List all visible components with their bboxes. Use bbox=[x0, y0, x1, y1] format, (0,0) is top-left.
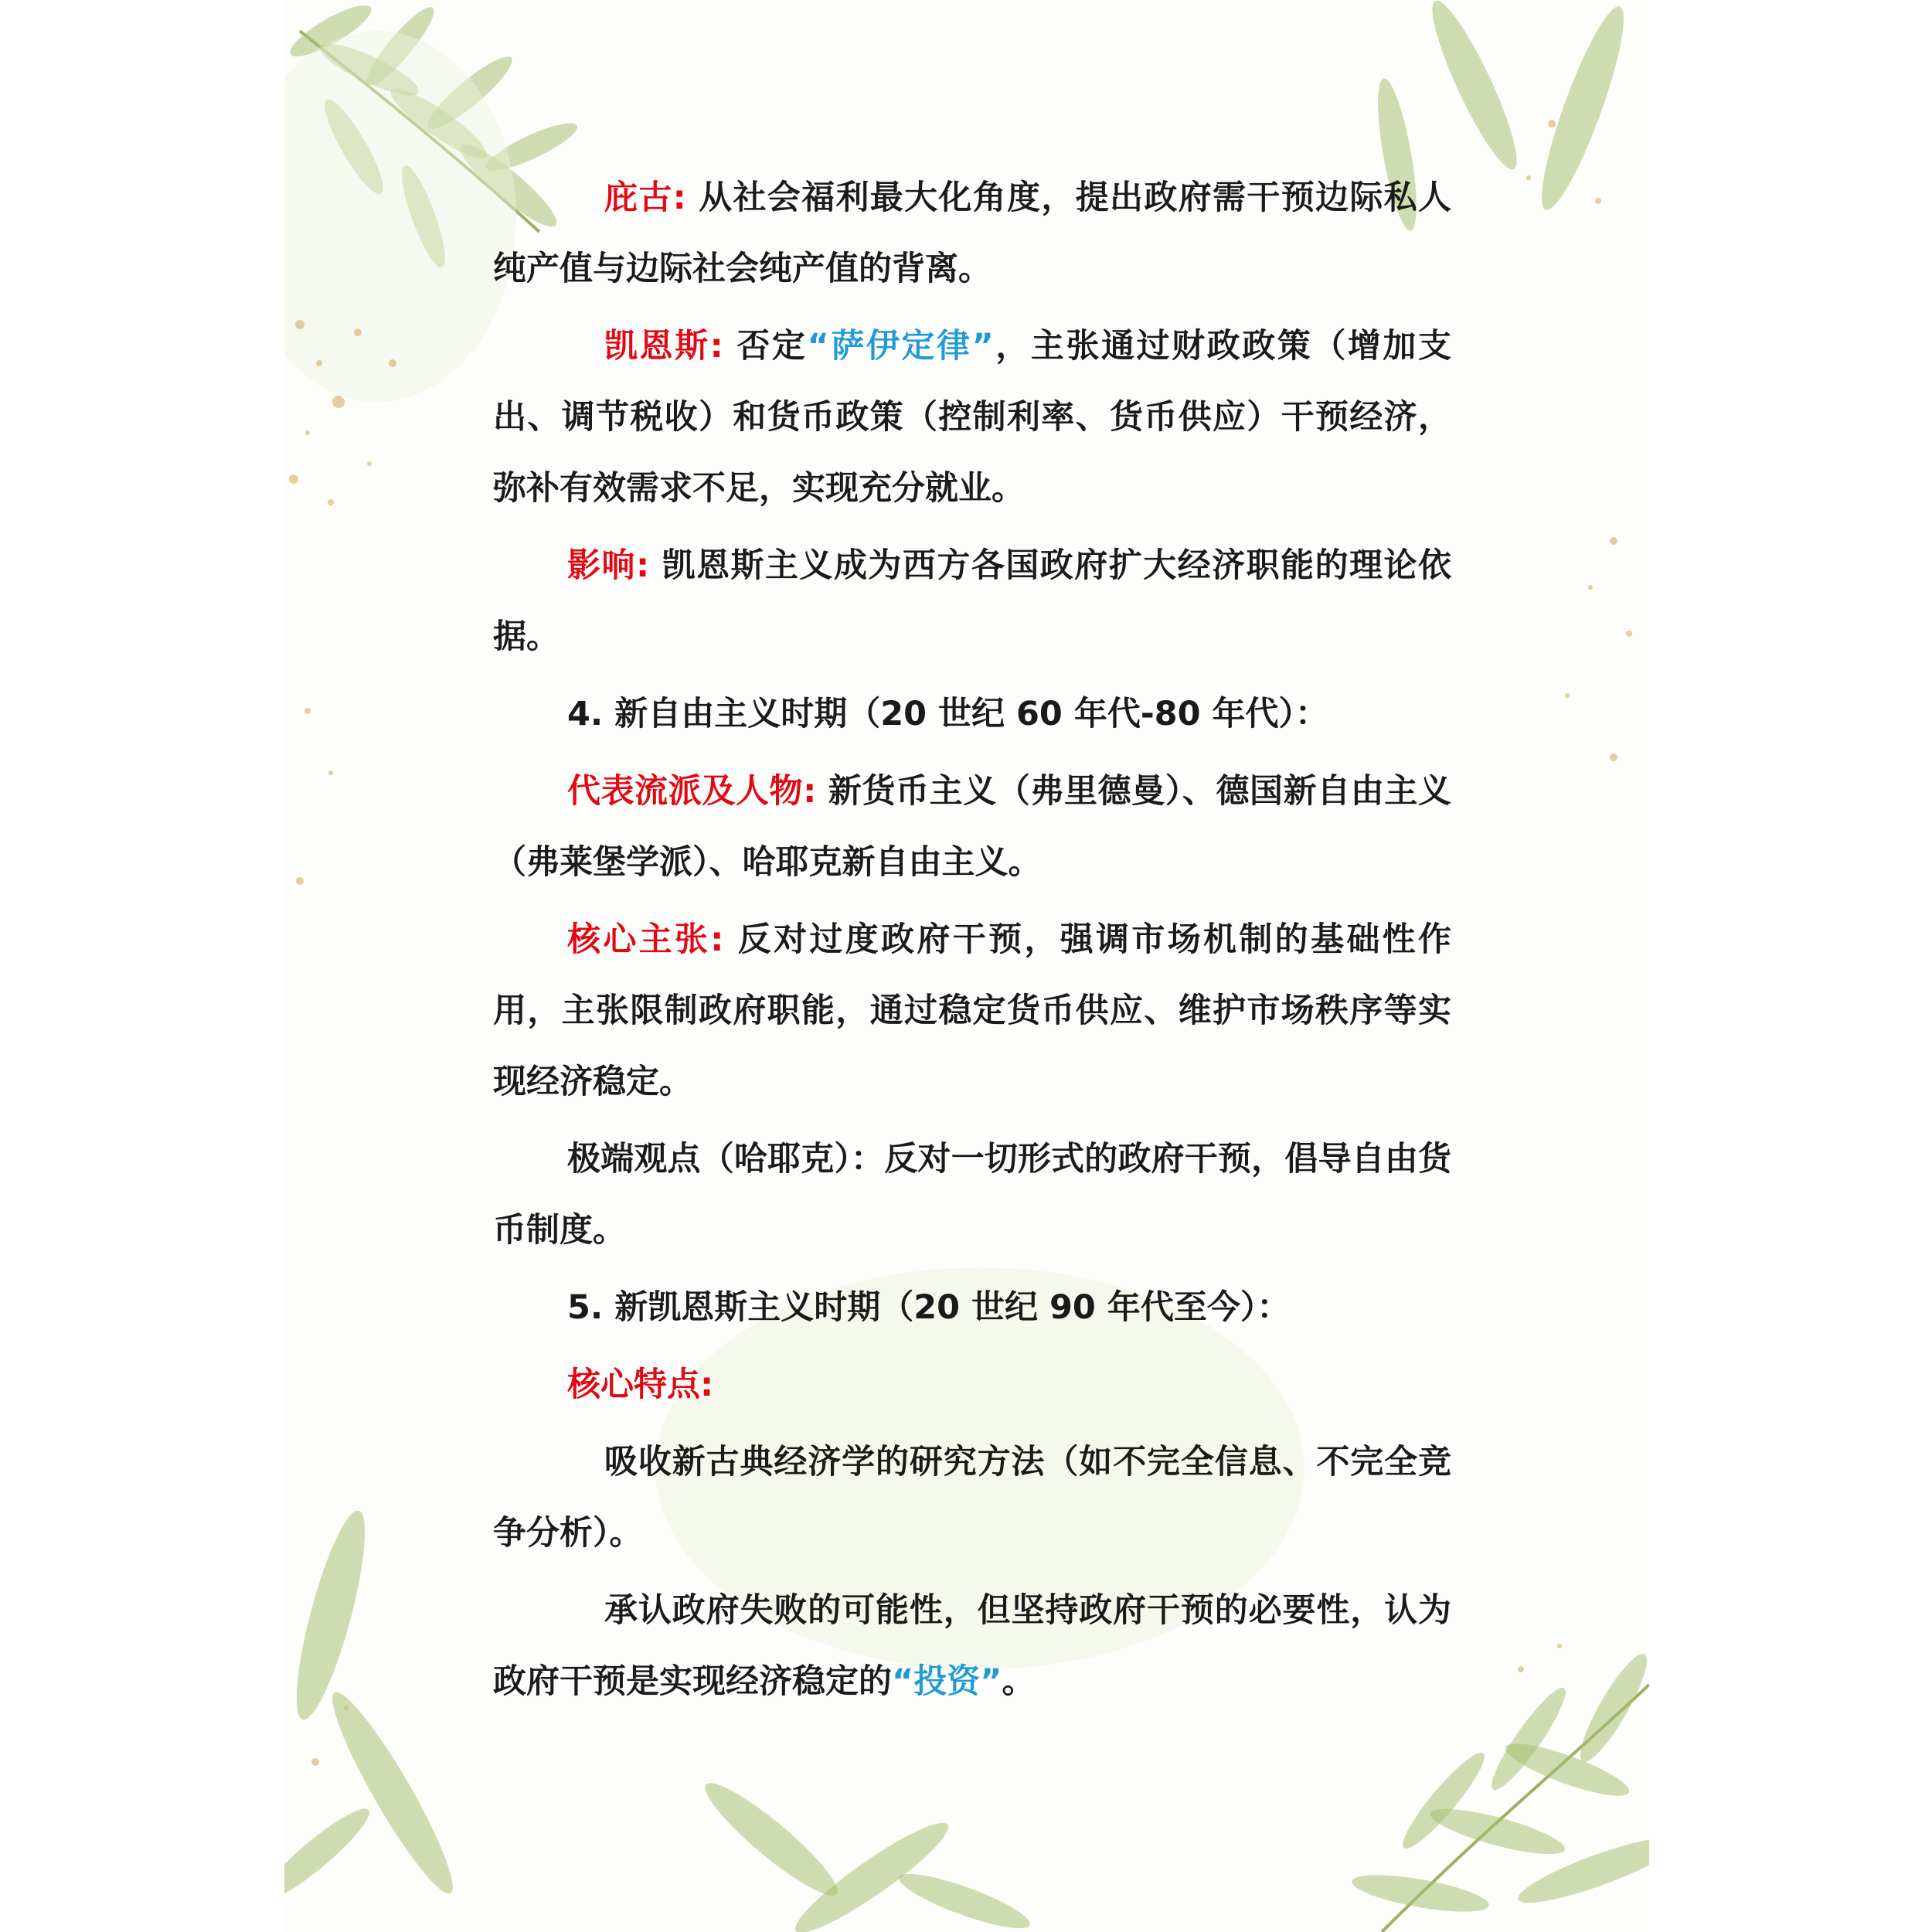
paragraph-pigou bbox=[493, 162, 1451, 304]
label-core-claims: 核心主张: bbox=[567, 920, 724, 959]
body-text bbox=[493, 162, 1451, 1723]
paragraph-core-features bbox=[493, 1349, 1451, 1420]
text-pigou: 从社会福利最大化角度，提出政府需干预边际私人纯产值与边际社会纯产值的背离。 bbox=[493, 179, 1451, 288]
label-pigou: 庇古: bbox=[604, 179, 686, 217]
document-page bbox=[284, 0, 1649, 1932]
text-keynes-post: ，主张通过财政政策（增加支出、调节税收）和货币政策（控制利率、货币供应）干预经济，弥补有效需求不足，实现充分就业。 bbox=[493, 327, 1451, 508]
paragraph-methods: 吸收新古典经济学的研究方法（如不完全信息、不完全竞争分析）。 bbox=[493, 1443, 1451, 1553]
text-core-claims: 反对过度政府干预，强调市场机制的基础性作用，主张限制政府职能，通过稳定货币供应、维护市场秩序等实现经济稳定。 bbox=[493, 920, 1451, 1101]
heading-new-keynesian: 5. 新凯恩斯主义时期（20 世纪 90 年代至今）： bbox=[567, 1288, 1291, 1327]
paragraph-influence bbox=[493, 530, 1451, 672]
highlight-says-law: “萨伊定律” bbox=[807, 327, 994, 366]
paragraph-government-failure bbox=[493, 1575, 1451, 1717]
paragraph-extreme-view: 极端观点（哈耶克）：反对一切形式的政府干预，倡导自由货币制度。 bbox=[493, 1140, 1451, 1250]
paragraph-schools bbox=[493, 756, 1451, 898]
heading-neoliberalism: 4. 新自由主义时期（20 世纪 60 年代-80 年代）： bbox=[567, 695, 1328, 733]
highlight-investment: “投资” bbox=[892, 1662, 1002, 1701]
paragraph-keynes bbox=[493, 311, 1451, 524]
text-government-failure-pre: 承认政府失败的可能性，但坚持政府干预的必要性，认为政府干预是实现经济稳定的 bbox=[493, 1591, 1451, 1701]
paragraph-core-claims bbox=[493, 904, 1451, 1117]
text-influence: 凯恩斯主义成为西方各国政府扩大经济职能的理论依据。 bbox=[493, 546, 1451, 656]
text-schools: 新货币主义（弗里德曼）、德国新自由主义（弗莱堡学派）、哈耶克新自由主义。 bbox=[493, 772, 1451, 882]
label-keynes: 凯恩斯: bbox=[604, 327, 723, 366]
label-influence: 影响: bbox=[567, 546, 650, 585]
label-core-features: 核心特点: bbox=[567, 1366, 714, 1404]
text-keynes-pre: 否定 bbox=[723, 327, 808, 366]
text-government-failure-post: 。 bbox=[1002, 1662, 1036, 1701]
label-schools: 代表流派及人物: bbox=[567, 772, 817, 811]
